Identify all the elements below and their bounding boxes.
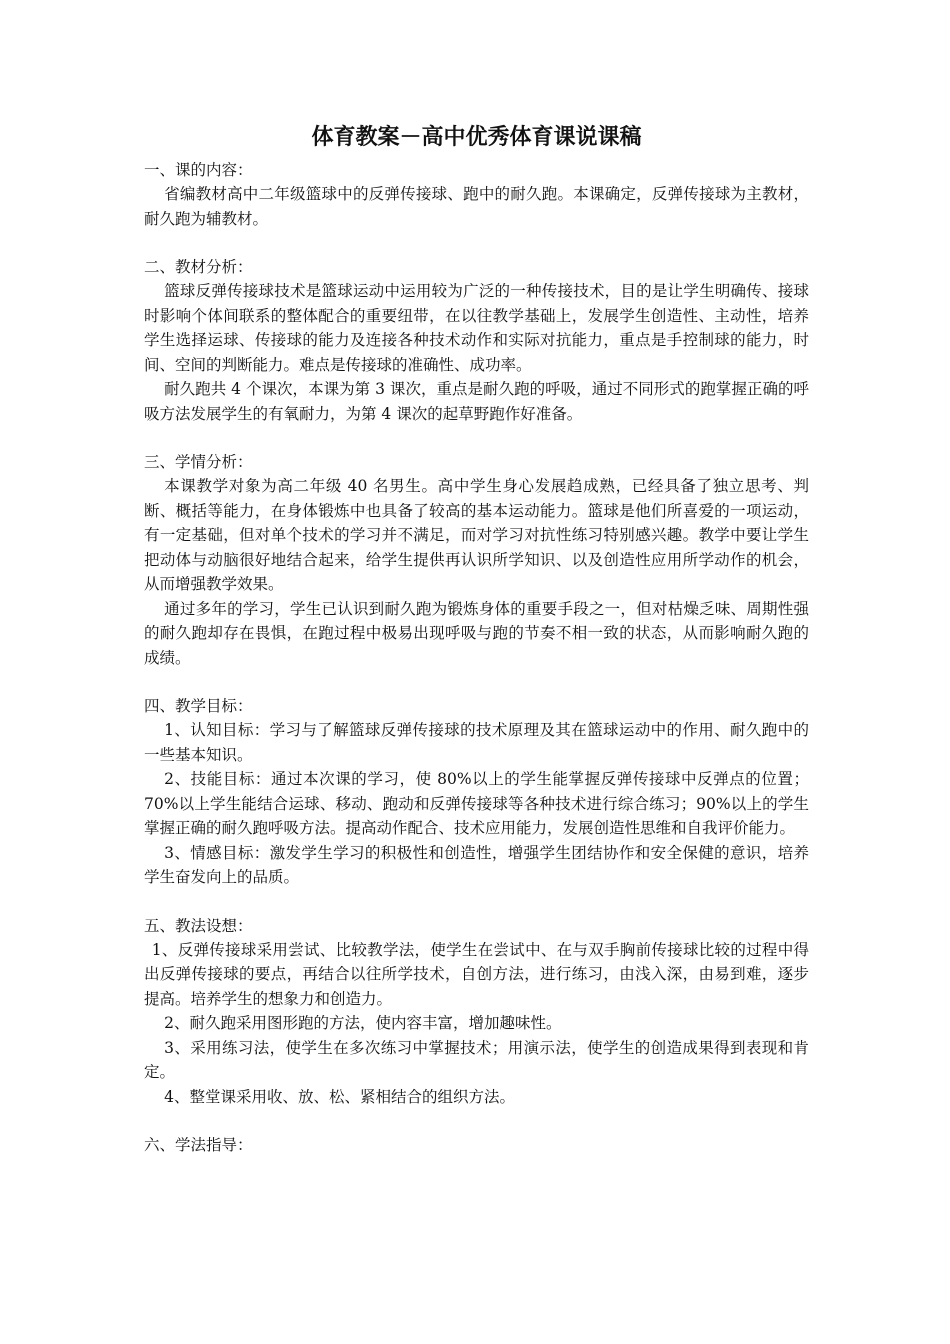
paragraph: 1、认知目标：学习与了解篮球反弹传接球的技术原理及其在篮球运动中的作用、耐久跑中的一些基本知识。 (144, 721, 809, 764)
section-heading-students: 三、学情分析： (144, 453, 253, 471)
spacer (144, 890, 809, 914)
paragraph: 通过多年的学习，学生已认识到耐久跑为锻炼身体的重要手段之一，但对枯燥乏味、周期性强的耐久跑却存在畏惧，在跑过程中极易出现呼吸与跑的节奏不相一致的状态，从而影响耐久跑的成绩。 (144, 599, 809, 667)
section-heading-analysis: 二、教材分析： (144, 258, 253, 276)
spacer (144, 231, 809, 255)
paragraph: 2、技能目标：通过本次课的学习，使 80%以上的学生能掌握反弹传接球中反弹点的位置；70%以上学生能结合运球、移动、跑动和反弹传接球等各种技术进行综合练习；90%以上的学生掌握正确的耐久跑呼吸方法。提高动作配合、技术应用能力，发展创造性思维和自我评价能力。 (144, 770, 809, 837)
spacer (144, 1109, 809, 1133)
paragraph: 省编教材高中二年级篮球中的反弹传接球、跑中的耐久跑。本课确定，反弹传接球为主教材，耐久跑为辅教材。 (144, 185, 809, 228)
paragraph: 3、情感目标：激发学生学习的积极性和创造性，增强学生团结协作和安全保健的意识，培养学生奋发向上的品质。 (144, 843, 809, 886)
paragraph: 篮球反弹传接球技术是篮球运动中运用较为广泛的一种传接技术，目的是让学生明确传、接球时影响个体间联系的整体配合的重要纽带，在以往教学基础上，发展学生创造性、主动性，培养学生选择运球、传接球的能力及连接各种技术动作和实际对抗能力，重点是手控制球的能力，时间、空间的判断能力。难点是传接球的准确性、成功率。 (144, 282, 809, 374)
document-page (144, 118, 809, 1157)
paragraph: 1、反弹传接球采用尝试、比较教学法，使学生在尝试中、在与双手胸前传接球比较的过程中得出反弹传接球的要点，再结合以往所学技术，自创方法，进行练习，由浅入深，由易到难，逐步提高。培养学生的想象力和创造力。 (144, 940, 809, 1008)
section-heading-methods: 五、教法设想： (144, 916, 253, 935)
paragraph: 2、耐久跑采用图形跑的方法，使内容丰富，增加趣味性。 (164, 1014, 562, 1032)
spacer (144, 426, 809, 450)
paragraph: 本课教学对象为高二年级 40 名男生。高中学生身心发展趋成熟，已经具备了独立思考、判断、概括等能力，在身体锻炼中也具备了较高的基本运动能力。篮球是他们所喜爱的一项运动，有一定基础，但对单个技术的学习并不满足，而对学习对抗性练习特别感兴趣。教学中要让学生把动体与动脑很好地结合起来，给学生提供再认识所学知识、以及创造性应用所学动作的机会，从而增强教学效果。 (144, 477, 809, 593)
paragraph: 耐久跑共 4 个课次，本课为第 3 课次，重点是耐久跑的呼吸，通过不同形式的跑掌握正确的呼吸方法发展学生的有氧耐力，为第 4 课次的起草野跑作好准备。 (144, 380, 809, 423)
section-heading-objectives: 四、教学目标： (144, 697, 253, 715)
paragraph: 4、整堂课采用收、放、松、紧相结合的组织方法。 (164, 1087, 516, 1106)
section-heading-learning-guidance: 六、学法指导： (144, 1136, 253, 1154)
paragraph: 3、采用练习法，使学生在多次练习中掌握技术；用演示法，使学生的创造成果得到表现和肯定。 (144, 1038, 809, 1081)
section-heading-content: 一、课的内容： (144, 161, 253, 179)
spacer (144, 670, 809, 694)
document-title: 体育教案－高中优秀体育课说课稿 (311, 125, 642, 150)
